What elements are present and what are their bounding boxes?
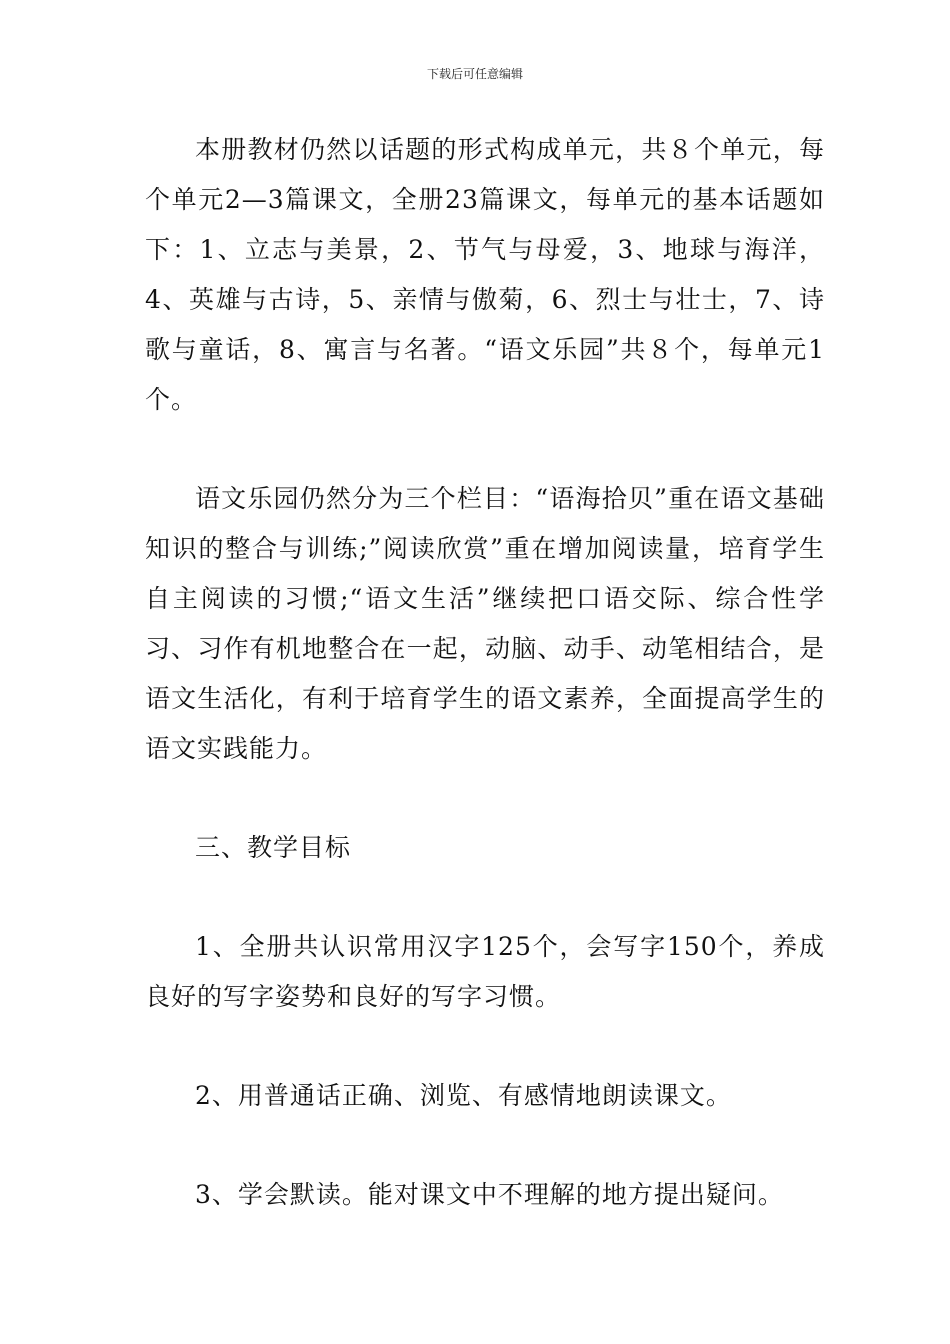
paragraph-unit-overview: 本册教材仍然以话题的形式构成单元，共８个单元，每个单元2—3篇课文，全册23篇课文，每单元的基本话题如下：1、立志与美景，2、节气与母爱，3、地球与海洋，4、英雄与古诗，5、亲情与傲菊，6、烈士与壮士，7、诗歌与童话，8、寓言与名著。“语文乐园”共８个，每单元1个。 — [145, 135, 825, 414]
paragraph-spacer — [145, 1121, 825, 1170]
paragraph-spacer — [145, 425, 825, 474]
goal-item-1: 1、全册共认识常用汉字125个，会写字150个，养成良好的写字姿势和良好的写字习惯。 — [145, 932, 825, 1011]
paragraph-spacer — [145, 1022, 825, 1071]
paragraph-spacer — [145, 873, 825, 922]
page-header: 下载后可任意编辑 — [426, 67, 523, 81]
document-body — [145, 125, 825, 1220]
paragraph-spacer — [145, 774, 825, 823]
goal-item-3: 3、学会默读。能对课文中不理解的地方提出疑问。 — [195, 1180, 784, 1209]
goal-item-2: 2、用普通话正确、浏览、有感情地朗读课文。 — [195, 1081, 732, 1110]
section-heading-teaching-goals: 三、教学目标 — [195, 833, 352, 862]
paragraph-language-garden: 语文乐园仍然分为三个栏目：“语海拾贝”重在语文基础知识的整合与训练;”阅读欣赏”重在增加阅读量，培育学生自主阅读的习惯;“语文生活”继续把口语交际、综合性学习、习作有机地整合在一起，动脑、动手、动笔相结合，是语文生活化，有利于培育学生的语文素养，全面提高学生的语文实践能力。 — [145, 484, 825, 763]
